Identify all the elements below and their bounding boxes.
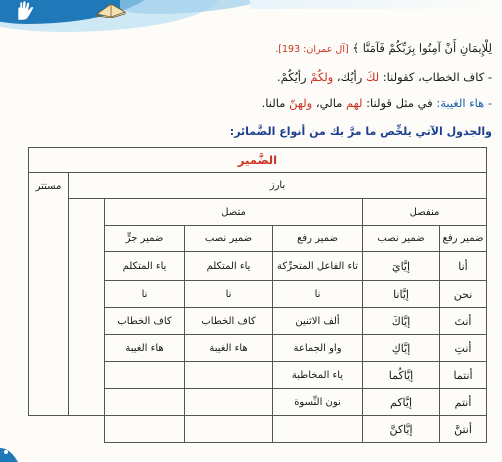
table-cell: نا <box>185 281 273 308</box>
table-cell: هاء الغيبة <box>105 335 185 362</box>
mustatir-header: مستتر <box>29 173 69 416</box>
munfasil-header: منفصل <box>363 199 487 226</box>
col-header-jarr: ضمير جرٍّ <box>105 226 185 252</box>
table-cell: نا <box>273 281 363 308</box>
page-corner-decoration <box>0 440 26 462</box>
table-cell: أنتَ <box>440 308 487 335</box>
table-cell: أنتنَّ <box>440 416 487 443</box>
top-banner <box>0 0 502 36</box>
ayah-reference: [آل عمران: 193]. <box>275 44 349 55</box>
col-header-nasb: ضمير نصب <box>185 226 273 252</box>
kaf-label: - كاف الخطاب، كقولنا: <box>382 70 492 84</box>
table-cell: أنتم <box>440 389 487 416</box>
table-cell: كاف الخطاب <box>105 308 185 335</box>
table-cell <box>185 362 273 389</box>
ha-example-1: لهم <box>346 96 363 110</box>
table-cell: ياء المتكلم <box>185 252 273 281</box>
muttasil-header: متصل <box>105 199 363 226</box>
kaf-example-1-rest: رأيُك، <box>336 70 363 84</box>
ha-ghaiba-line <box>262 95 492 111</box>
ayah-text: لِلْإِيمَانِ أَنْ آمِنُوا بِرَبِّكُمْ فَآمَنَّا ﴾ <box>352 41 492 55</box>
pronouns-table <box>28 147 487 443</box>
ha-example-2-rest: مالنا. <box>261 96 286 110</box>
table-cell: هاء الغيبة <box>185 335 273 362</box>
table-cell: كاف الخطاب <box>185 308 273 335</box>
table-cell <box>185 416 273 443</box>
ha-example-2: ولهنّ <box>289 96 313 110</box>
table-cell <box>273 416 363 443</box>
table-cell: تاء الفاعل المتحرِّكة <box>273 252 363 281</box>
table-cell: نا <box>105 281 185 308</box>
table-cell: إيَّاكُما <box>363 362 440 389</box>
table-cell: أنتما <box>440 362 487 389</box>
table-intro: والجدول الآتي يلخِّص ما مرَّ بك من أنواع الضَّمائر: <box>229 125 492 138</box>
table-cell: إيَّاكِ <box>363 335 440 362</box>
kaf-example-2: ولكُمْ <box>310 70 334 84</box>
table-cell: نون النِّسوة <box>273 389 363 416</box>
table-cell: نحن <box>440 281 487 308</box>
table-cell: ألف الاثنين <box>273 308 363 335</box>
table-cell: واو الجماعة <box>273 335 363 362</box>
table-cell: أنتِ <box>440 335 487 362</box>
kaf-example-1: لكَ <box>365 70 380 84</box>
table-cell: إيَّاكَ <box>363 308 440 335</box>
blank-column <box>69 199 105 416</box>
kaf-khitab-line <box>277 69 492 85</box>
table-cell: إيَّاكم <box>363 389 440 416</box>
kaf-example-2-rest: رأيُكُمْ. <box>276 70 307 84</box>
table-cell: ياء المخاطبة <box>273 362 363 389</box>
col-header-raf: ضمير رفع <box>440 226 487 252</box>
table-cell <box>105 416 185 443</box>
table-title: الضَّمير <box>29 148 487 173</box>
table-cell: إيَّايَ <box>363 252 440 281</box>
book-icon <box>95 0 127 18</box>
table-cell: أنا <box>440 252 487 281</box>
table-cell <box>105 389 185 416</box>
table-row <box>29 416 487 443</box>
table-cell: إيَّاكنَّ <box>363 416 440 443</box>
table-cell <box>105 362 185 389</box>
table-cell: ياء المتكلم <box>105 252 185 281</box>
ha-example-1-rest: مالي، <box>315 96 343 110</box>
col-header-raf: ضمير رفع <box>273 226 363 252</box>
bariz-header: بارز <box>69 173 487 199</box>
col-header-nasb: ضمير نصب <box>363 226 440 252</box>
table-cell: إيَّانا <box>363 281 440 308</box>
ha-label: - هاء الغيبة: <box>436 96 492 110</box>
hand-icon <box>14 0 38 22</box>
ha-text: في مثل قولنا: <box>366 96 433 110</box>
table-cell <box>185 389 273 416</box>
ayah-line <box>275 40 492 58</box>
